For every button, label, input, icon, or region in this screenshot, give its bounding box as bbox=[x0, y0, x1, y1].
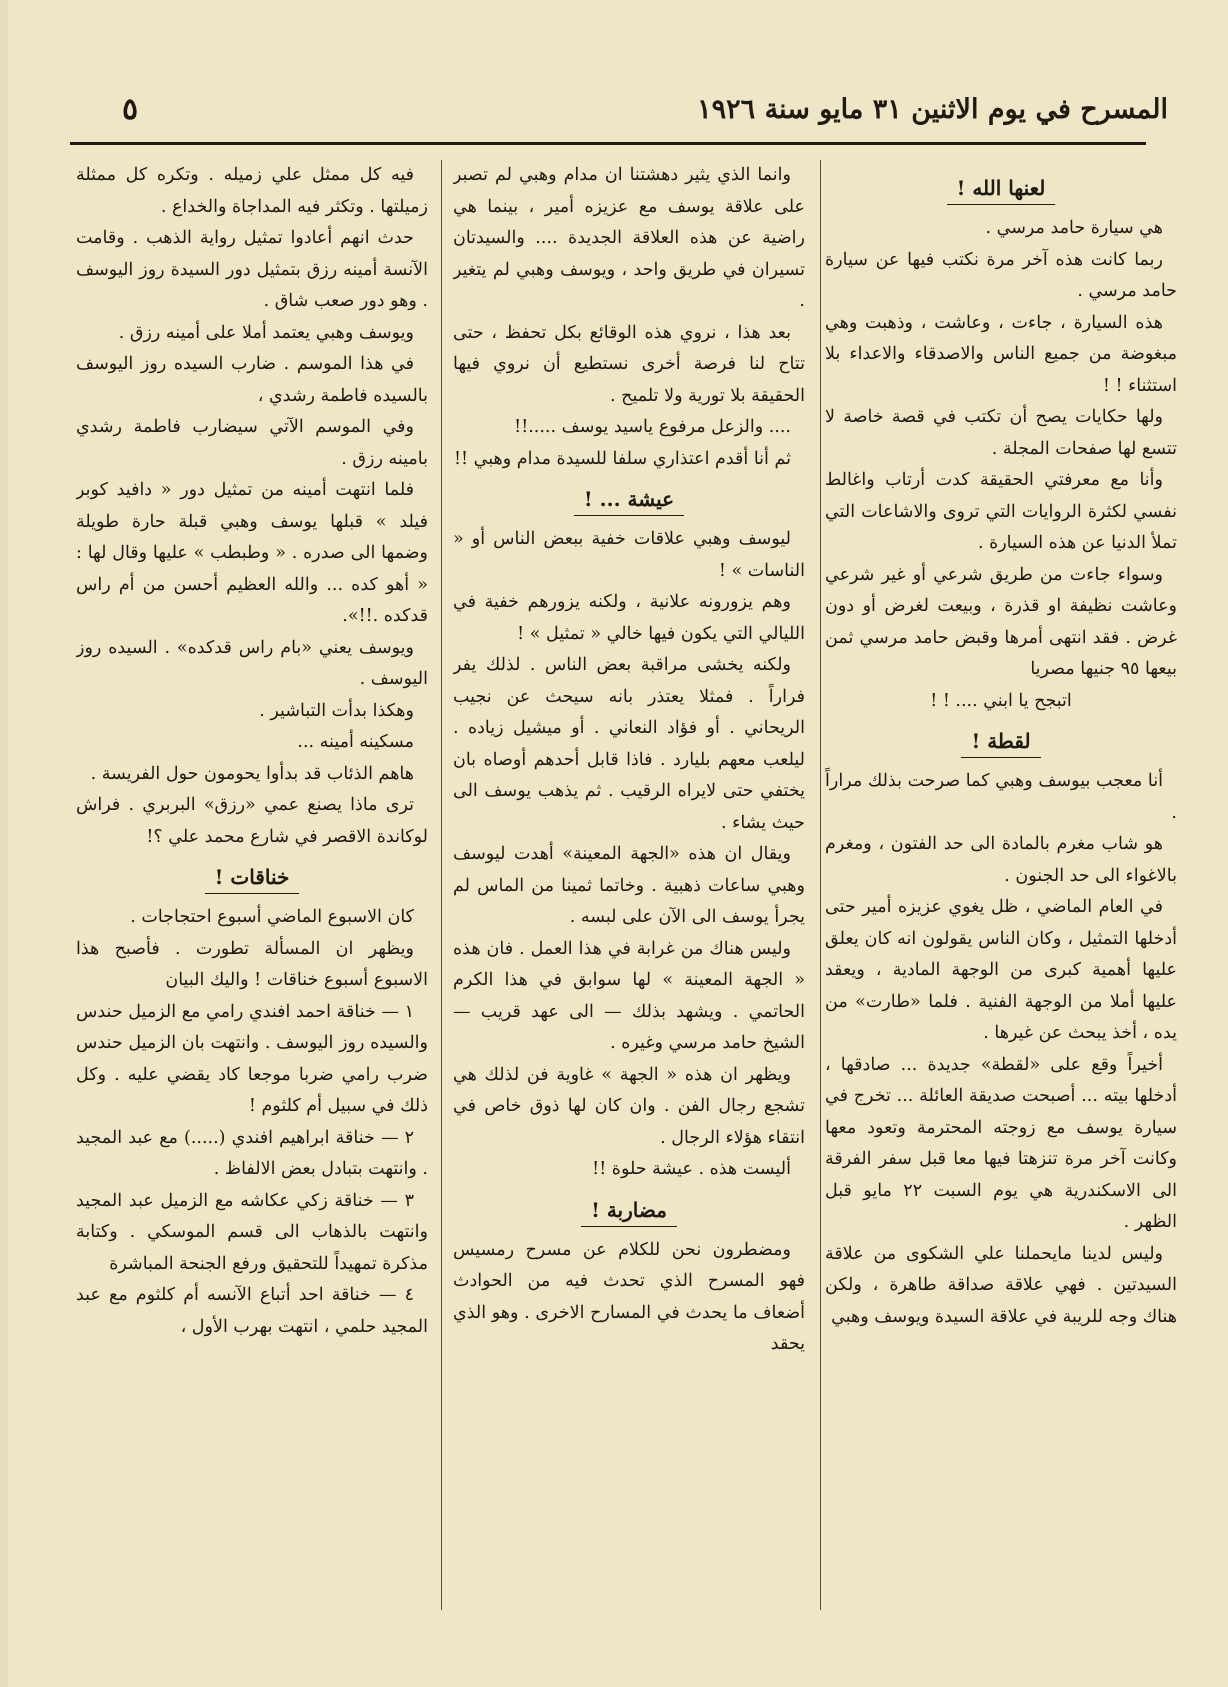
paragraph: فلما انتهت أمينه من تمثيل دور « دافيد كوبر فيلد » قبلها يوسف وهبي قبلة حارة طويلة وضمها الى صدره . « وطبطب » عليها وقال لها : « أهو كده ... والله العظيم أحسن من أم راس قدكده .!!». bbox=[76, 480, 428, 626]
column-center bbox=[453, 160, 805, 1610]
paragraph: ٢ — خناقة ابراهيم افندي (.....) مع عبد المجيد . وانتهت بتبادل بعض الالفاظ . bbox=[76, 1127, 428, 1179]
paragraph: ويوسف وهبي يعتمد أملا على أمينه رزق . bbox=[118, 322, 414, 343]
section-title bbox=[825, 174, 1177, 205]
paragraph: ١ — خناقة احمد افندي رامي مع الزميل حندس والسيده روز اليوسف . وانتهت بان الزميل حندس ضرب رامي ضربا موجعا كاد يقضي عليه . وكل ذلك في سبيل أم كلثوم ! bbox=[76, 1001, 428, 1116]
paragraph: وليس هناك من غرابة في هذا العمل . فان هذه « الجهة المعينة » لها سوابق في هذا الكرم الحاتمي . ويشهد بذلك — الى عهد قريب — الشيخ حامد مرسي وغيره . bbox=[453, 938, 805, 1053]
paragraph: ٣ — خناقة زكي عكاشه مع الزميل عبد المجيد وانتهت بالذهاب الى قسم الموسكي . وكتابة مذكرة تمهيداً للتحقيق ورفع الجنحة المباشرة bbox=[76, 1190, 428, 1274]
paragraph: ولكنه يخشى مراقبة بعض الناس . لذلك يفر فراراً . فمثلا يعتذر بانه سيحث عن نجيب الريحاني . أو فؤاد النعاني . أو ميشيل زياده . ليلعب معهم بليارد . فاذا قابل أحدهم أوصاه بان يختفي حتى لايراه الرقيب . ثم يذهب يوسف الى حيث يشاء . bbox=[453, 655, 805, 833]
paragraph: هو شاب مغرم بالمادة الى حد الفتون ، ومغرم بالاغواء الى حد الجنون . bbox=[825, 834, 1177, 886]
column-divider bbox=[441, 160, 442, 1610]
paragraph: ومضطرون نحن للكلام عن مسرح رمسيس فهو المسرح الذي تحدث فيه من الحوادث أضعاف ما يحدث في المسارح الاخرى . وهو الذي يحقد bbox=[453, 1239, 805, 1354]
paragraph: وانما الذي يثير دهشتنا ان مدام وهبي لم تصبر على علاقة يوسف مع عزيزه أمير ، بينما هي راضية عن هذه العلاقة الجديدة .... والسيدتان تسيران في طريق واحد ، ويوسف وهبي لم يتغير . bbox=[453, 165, 805, 311]
section-title-text: مضاربة ! bbox=[581, 1196, 677, 1227]
page-title: المسرح في يوم الاثنين ٣١ مايو سنة ١٩٢٦ bbox=[697, 94, 1168, 125]
paragraph: هذه السيارة ، جاءت ، وعاشت ، وذهبت وهي مبغوضة من جميع الناس والاصدقاء والاعداء بلا استثناء ! ! bbox=[825, 312, 1177, 396]
paragraph: ولها حكايات يصح أن تكتب في قصة خاصة لا تتسع لها صفحات المجلة . bbox=[825, 407, 1177, 459]
paragraph: وسواء جاءت من طريق شرعي أو غير شرعي وعاشت نظيفة او قذرة ، وبيعت لغرض أو دون غرض . فقد انتهى أمرها وقبض حامد مرسي ثمن بيعها ٩٥ جنيها مصريا bbox=[825, 564, 1177, 679]
paragraph: حدث انهم أعادوا تمثيل رواية الذهب . وقامت الآنسة أمينه رزق بتمثيل دور السيدة روز اليوسف . وهو دور صعب شاق . bbox=[76, 228, 428, 311]
paragraph: هي سيارة حامد مرسي . bbox=[985, 218, 1163, 238]
paragraph: وفي الموسم الآتي سيضارب فاطمة رشدي بامينه رزق . bbox=[76, 417, 428, 469]
paragraph: ويقال ان هذه «الجهة المعينة» أهدت ليوسف وهبي ساعات ذهبية . وخاتما ثمينا من الماس لم يجرأ يوسف الى الآن على لبسه . bbox=[453, 844, 805, 927]
paragraph: وهم يزورونه علانية ، ولكنه يزورهم خفية في الليالي التي يكون فيها خالي « تمثيل » ! bbox=[453, 592, 805, 644]
paragraph: ويظهر ان هذه « الجهة » غاوية فن لذلك هي تشجع رجال الفن . وان كان لها ذوق خاص في انتقاء هؤلاء الرجال . bbox=[453, 1064, 805, 1148]
paragraph: ربما كانت هذه آخر مرة نكتب فيها عن سيارة حامد مرسي . bbox=[825, 249, 1177, 301]
paragraph: مسكينه أمينه ... bbox=[297, 732, 414, 752]
paragraph: في هذا الموسم . ضارب السيده روز اليوسف بالسيده فاطمة رشدي ، bbox=[76, 354, 428, 406]
paragraph: ترى ماذا يصنع عمي «رزق» البربري . فراش لوكاندة الاقصر في شارع محمد علي ؟! bbox=[76, 795, 428, 847]
paragraph: وهكذا بدأت التباشير . bbox=[259, 700, 414, 721]
column-left bbox=[76, 160, 428, 1610]
paragraph: فيه كل ممثل علي زميله . وتكره كل ممثلة زميلتها . وتكثر فيه المداجاة والخداع . bbox=[76, 165, 428, 217]
paragraph: بعد هذا ، نروي هذه الوقائع بكل تحفظ ، حتى تتاح لنا فرصة أخرى نستطيع أن نروي فيها الحقيقة بلا تورية ولا تلميح . bbox=[453, 322, 805, 406]
paragraph: كان الاسبوع الماضي أسبوع احتجاجات . bbox=[130, 907, 414, 927]
section-title-text: خناقات ! bbox=[205, 863, 300, 894]
paragraph: ليوسف وهبي علاقات خفية ببعض الناس أو « الناسات » ! bbox=[453, 529, 805, 581]
paragraph: في العام الماضي ، ظل يغوي عزيزه أمير حتى أدخلها التمثيل ، وكان الناس يقولون انه كان يعلق عليها أهمية كبرى من الوجهة المادية ، ويعقد عليها أملا من الوجهة الفنية . فلما «طارت» من يده ، أخذ يبحث عن غيرها . bbox=[825, 897, 1177, 1043]
paragraph: أنا معجب بيوسف وهبي كما صرحت بذلك مراراً . bbox=[825, 771, 1177, 823]
paragraph: ثم أنا أقدم اعتذاري سلفا للسيدة مدام وهبي !! bbox=[454, 448, 791, 469]
paragraph: اتبجح يا ابني .... ! ! bbox=[930, 690, 1072, 711]
column-divider bbox=[820, 160, 821, 1610]
paragraph: وأنا مع معرفتي الحقيقة كدت أرتاب واغالط نفسي لكثرة الروايات التي تروى والاشاعات التي تملأ الدنيا عن هذه السيارة . bbox=[825, 470, 1177, 553]
paragraph: ويظهر ان المسألة تطورت . فأصبح هذا الاسبوع أسبوع خناقات ! واليك البيان bbox=[76, 938, 428, 990]
paragraph: ٤ — خناقة احد أتباع الآنسه أم كلثوم مع عبد المجيد حلمي ، انتهت بهرب الأول ، bbox=[76, 1285, 428, 1337]
paragraph: .... والزعل مرفوع ياسيد يوسف .....!! bbox=[514, 417, 791, 437]
paragraph: هاهم الذئاب قد بدأوا يحومون حول الفريسة . bbox=[90, 763, 414, 784]
column-right bbox=[825, 160, 1177, 1610]
section-title bbox=[453, 485, 805, 516]
section-title bbox=[76, 863, 428, 894]
section-title-text: لعنها الله ! bbox=[947, 174, 1056, 205]
paragraph: وليس لدينا مايحملنا علي الشكوى من علاقة السيدتين . فهي علاقة صداقة طاهرة ، ولكن هناك وجه للريبة في علاقة السيدة ويوسف وهبي bbox=[825, 1243, 1177, 1327]
section-title-text: عيشة ... ! bbox=[574, 485, 684, 516]
paragraph: أخيراً وقع على «لقطة» جديدة ... صادقها ، أدخلها بيته ... أصبحت صديقة العائلة ... تخرج في سيارة يوسف مع زوجته المحترمة وتعود معها وكانت آخر مرة تنزهتا فيها معا قبل سفر الفرقة الى الاسكندرية هي يوم السبت ٢٢ مايو قبل الظهر . bbox=[825, 1054, 1177, 1232]
page-edge bbox=[0, 0, 8, 1687]
section-title bbox=[453, 1196, 805, 1227]
page-number: ٥ bbox=[122, 92, 139, 127]
paragraph: ويوسف يعني «بام راس قدكده» . السيده روز اليوسف . bbox=[76, 637, 428, 689]
page-header bbox=[60, 90, 1168, 142]
paragraph: أليست هذه . عيشة حلوة !! bbox=[592, 1159, 791, 1179]
header-rule bbox=[70, 142, 1146, 145]
section-title bbox=[825, 727, 1177, 758]
section-title-text: لقطة ! bbox=[961, 727, 1040, 758]
